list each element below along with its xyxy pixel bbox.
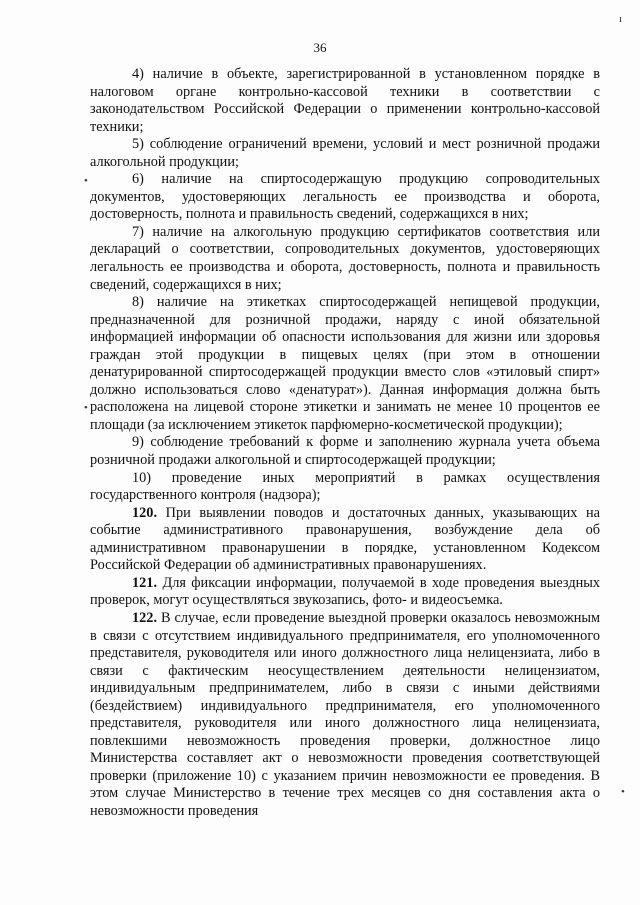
paragraph-text: 7) наличие на алкогольную продукцию сертификатов соответствия или деклараций о соответствии, сопроводительных документов, удостоверяющих легальность ее производства и оборота, достоверность, полнота и правильность сведений, содержащихся в них;: [90, 223, 600, 293]
paragraph-item-6: [90, 171, 600, 224]
paragraph-text: 9) соблюдение требований к форме и заполнению журнала учета объема розничной продажи алкогольной и спиртосодержащей продукции;: [90, 434, 600, 469]
paragraph-item-5: [90, 136, 600, 171]
clause-number: 120.: [132, 504, 158, 521]
paragraph-text: 6) наличие на спиртосодержащую продукцию сопроводительных документов, удостоверяющих легальность ее производства и оборота, достоверность, полнота и правильность сведений, содержащихся в них;: [90, 171, 600, 223]
clause-121: [90, 575, 600, 610]
paragraph-item-8: [90, 294, 600, 434]
paragraph-item-10: [90, 470, 600, 505]
paragraph-text: 5) соблюдение ограничений времени, условий и мест розничной продажи алкогольной продукции;: [90, 136, 600, 170]
scan-speck: •: [84, 175, 88, 187]
page-number: 36: [313, 40, 327, 55]
paragraph-item-9: [90, 434, 600, 469]
paragraph-item-4: [90, 66, 600, 136]
paragraph-text: При выявлении поводов и достаточных данных, указывающих на событие административного правонарушения, возбуждение дела об административном правонарушении в порядке, установленном Кодексом Российской Федерации об административных правонарушениях.: [90, 504, 600, 574]
scan-speck: •: [84, 402, 88, 414]
scan-speck: •: [621, 786, 625, 798]
paragraph-text: 8) наличие на этикетках спиртосодержащей непищевой продукции, предназначенной для розничной продажи, наряду с иной обязательной информацией информации об опасности использования для жизни или здоровья граждан этой продукции в пищевых целях (при этом в отношении денатурированной спиртосодержащей продукции вместо слов «этиловый спирт» должно использоваться слово «денатурат»). Данная информация должна быть расположена на лицевой стороне этикетки и занимать не менее 10 процентов ее площади (за исключением этикеток парфюмерно-косметической продукции);: [90, 294, 600, 433]
scan-speck: ı: [619, 13, 623, 25]
clause-122: [90, 610, 600, 821]
paragraph-text: 4) наличие в объекте, зарегистрированной в установленном порядке в налоговом органе контрольно-кассовой техники в соответствии с законодательством Российской Федерации о применении контрольно-кассовой техники;: [90, 66, 600, 135]
paragraph-text: Для фиксации информации, получаемой в ходе проведения выездных проверок, могут осуществляться звукозапись, фото- и видеосъемка.: [90, 574, 601, 609]
document-body: [90, 66, 600, 821]
paragraph-item-7: [90, 224, 600, 294]
paragraph-text: В случае, если проведение выездной проверки оказалось невозможным в связи с отсутствием индивидуального предпринимателя, его уполномоченного представителя, руководителя или иного должностного лица нелицензиата, либо в связи с фактическим неосуществлением деятельности нелицензиатом, индивидуальным предпринимателем, либо в связи с иными действиями (бездействием) индивидуального предпринимателя, его уполномоченного представителя, руководителя или иного должностного лица нелицензиата, повлекшими невозможность проведения проверки, должностное лицо Министерства составляет акт о невозможности проведения соответствующей проверки (приложение 10) с указанием причин невозможности ее проведения. В этом случае Министерство в течение трех месяцев со дня составления акта о невозможности проведения: [90, 609, 600, 819]
clause-120: [90, 505, 600, 575]
clause-number: 121.: [132, 574, 158, 591]
clause-number: 122.: [132, 609, 158, 626]
paragraph-text: 10) проведение иных мероприятий в рамках осуществления государственного контроля (надзора);: [90, 469, 600, 504]
